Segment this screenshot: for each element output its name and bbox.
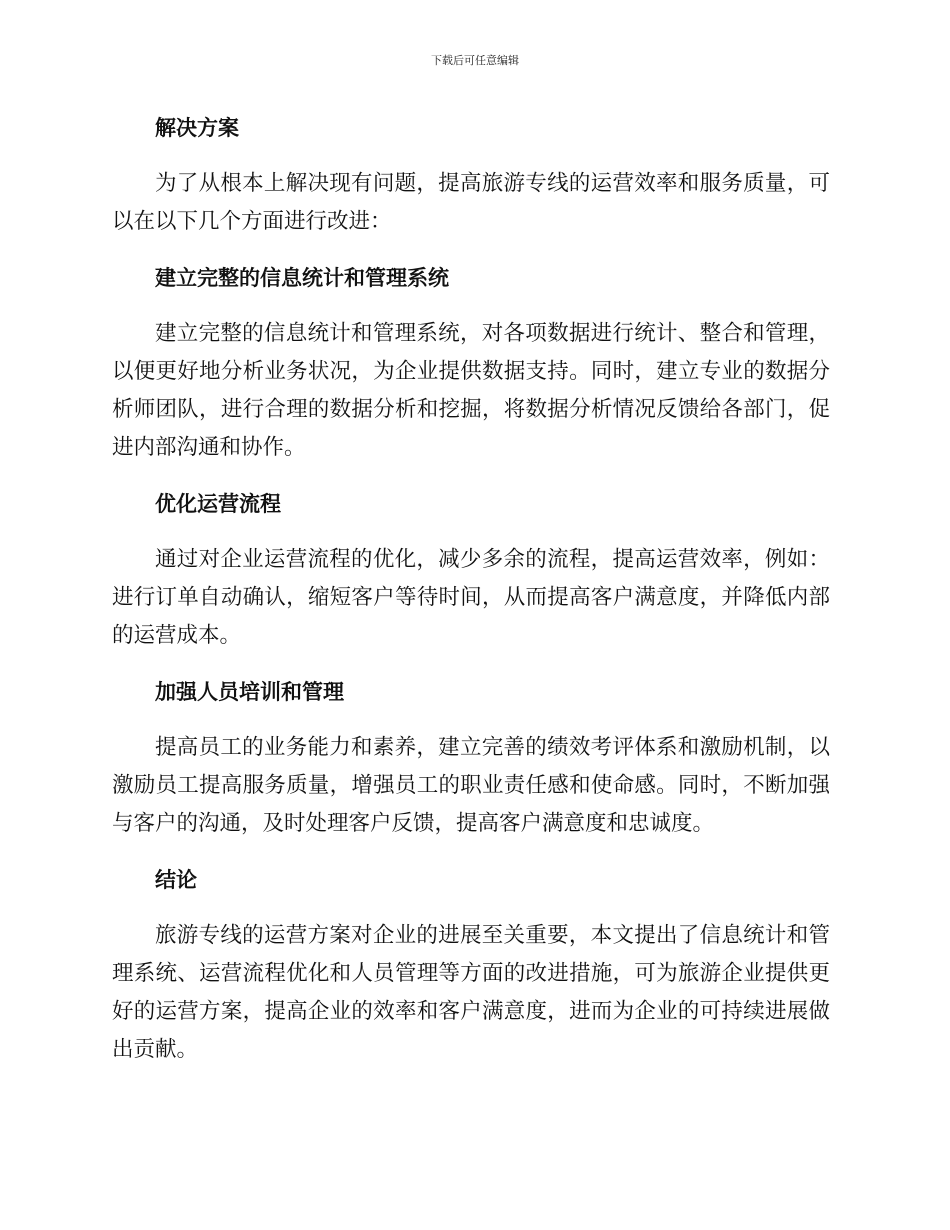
section-solution <box>112 108 830 241</box>
section-heading: 结论 <box>155 868 197 892</box>
section-paragraph: 通过对企业运营流程的优化，减少多余的流程，提高运营效率，例如：进行订单自动确认，缩短客户等待时间，从而提高客户满意度，并降低内部的运营成本。 <box>112 547 830 648</box>
page-header: 下载后可任意编辑 <box>431 54 519 67</box>
section-info-system <box>112 258 830 467</box>
section-paragraph: 为了从根本上解决现有问题，提高旅游专线的运营效率和服务质量，可以在以下几个方面进行改进： <box>112 171 830 234</box>
section-heading: 解决方案 <box>155 116 239 140</box>
section-paragraph: 提高员工的业务能力和素养，建立完善的绩效考评体系和激励机制，以激励员工提高服务质量，增强员工的职业责任感和使命感。同时，不断加强与客户的沟通，及时处理客户反馈，提高客户满意度和忠诚度。 <box>112 735 830 836</box>
section-paragraph: 建立完整的信息统计和管理系统，对各项数据进行统计、整合和管理，以便更好地分析业务状况，为企业提供数据支持。同时，建立专业的数据分析师团队，进行合理的数据分析和挖掘，将数据分析情况反馈给各部门，促进内部沟通和协作。 <box>112 321 830 460</box>
section-optimize-process <box>112 484 830 655</box>
section-staff-training <box>112 672 830 843</box>
section-heading: 优化运营流程 <box>155 492 281 516</box>
section-paragraph: 旅游专线的运营方案对企业的进展至关重要，本文提出了信息统计和管理系统、运营流程优化和人员管理等方面的改进措施，可为旅游企业提供更好的运营方案，提高企业的效率和客户满意度，进而为企业的可持续进展做出贡献。 <box>112 923 830 1062</box>
document-body <box>112 108 830 1086</box>
section-conclusion <box>112 860 830 1069</box>
section-heading: 建立完整的信息统计和管理系统 <box>155 266 449 290</box>
section-heading: 加强人员培训和管理 <box>155 680 344 704</box>
